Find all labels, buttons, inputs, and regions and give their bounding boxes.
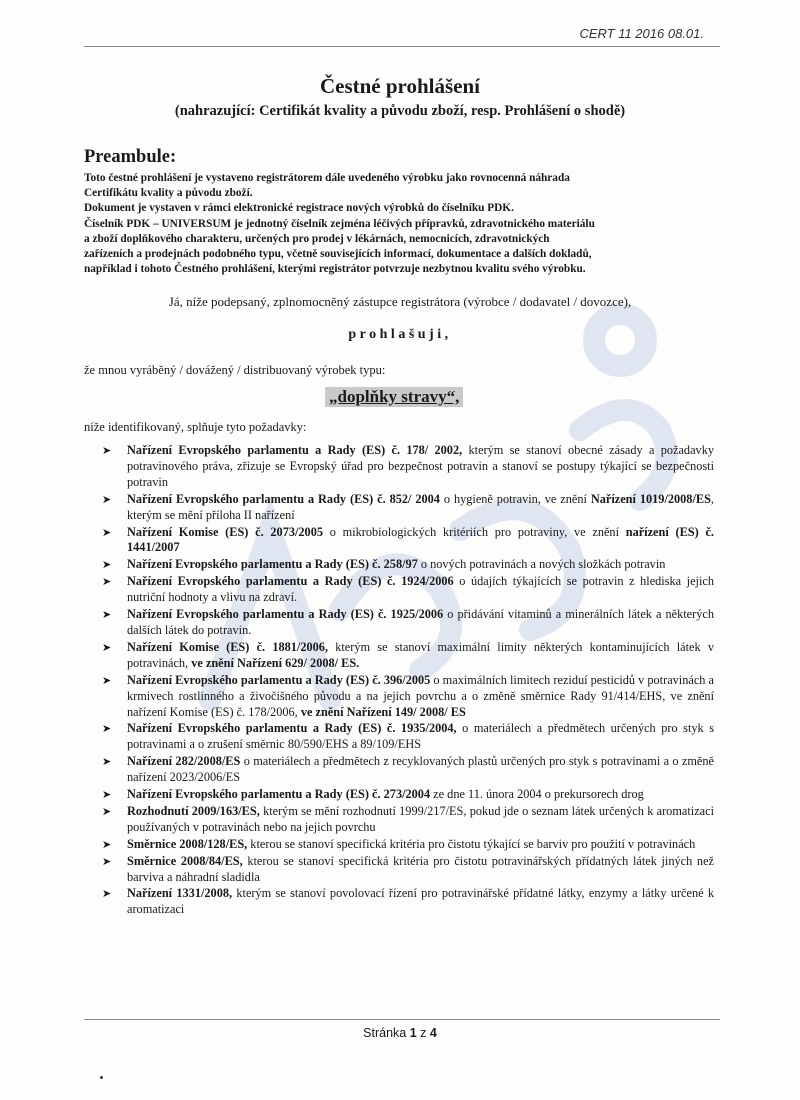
regulation-title: Nařízení Evropského parlamentu a Rady (ES) č. 396/2005 [127,672,431,687]
declaration-word: prohlašuji, [348,327,452,342]
regulation-title: Nařízení Evropského parlamentu a Rady (ES) č. 258/97 [127,557,418,572]
preamble-line: Číselník PDK – UNIVERSUM je jednotný číselník zejména léčivých přípravků, zdravotnického materiálu [84,217,595,230]
arrow-bullet-icon: ➤ [102,854,112,868]
regulation-description: kterým se mění rozhodnutí 1999/217/ES, pokud jde o seznam látek určených k aromatizaci používaných v potravinách nebo na jejich povrchu [127,803,714,834]
regulation-title: Nařízení 1331/2008, [127,886,233,901]
arrow-bullet-icon: ➤ [102,804,112,818]
regulation-description: o údajích týkajících se potravin z hlediska jejich nutriční hodnoty a vlivu na zdraví. [127,574,714,605]
arrow-bullet-icon: ➤ [102,640,112,654]
regulation-item [102,525,714,557]
regulation-item [102,837,714,853]
page-total: 4 [429,1026,437,1040]
preamble-line: Certifikátu kvality a původu zboží. [84,187,253,200]
arrow-bullet-icon: ➤ [102,755,112,769]
arrow-bullet-icon: ➤ [102,575,112,589]
regulation-item [102,754,714,786]
regulation-description: o hygieně potravin, ve znění [439,491,591,506]
regulation-title: Nařízení 282/2008/ES [127,754,241,769]
declarant-intro: Já, níže podepsaný, zplnomocněný zástupce registrátora (výrobce / dodavatel / dovozce), [168,294,632,309]
preamble-line: Dokument je vystaven v rámci elektronické registrace nových výrobků do číselníku PDK. [84,202,514,215]
regulation-title: Nařízení Evropského parlamentu a Rady (ES) č. 178/ 2002, [127,443,463,457]
regulation-title: Nařízení Komise (ES) č. 1881/2006, [127,639,329,654]
regulation-description: o přidávání vitaminů a minerálních látek a některých dalších látek do potravin. [127,607,714,637]
regulation-description: o materiálech a předmětech z recyklovaných plastů určených pro styk s potravinami a o změně nařízení 2023/2006/ES [127,754,714,785]
regulation-item [102,787,714,803]
regulation-amendment: ve znění Nařízení 149/ 2008/ ES [300,704,466,719]
arrow-bullet-icon: ➤ [102,722,112,736]
regulation-item [102,721,714,753]
regulation-description: o maximálních limitech reziduí pesticidů v potravinách a krmivech rostlinného a živočišného původu a na jejich povrchu a o změně směrnice Rady 91/414/EHS, ve znění nařízení Komise (ES) č. 178/2006, [127,672,714,719]
page-number: 1 [409,1026,417,1040]
regulation-amendment: ve znění Nařízení 629/ 2008/ ES. [191,655,360,670]
footer-mid: z [416,1026,430,1040]
regulation-title: Nařízení Evropského parlamentu a Rady (ES) č. 1935/2004, [127,721,457,736]
arrow-bullet-icon: ➤ [102,673,112,687]
regulation-title: Nařízení Evropského parlamentu a Rady (ES) č. 1924/2006 [127,574,454,589]
regulation-description-end: , kterým se mění příloha II nařízení [127,491,714,522]
regulation-description: kterou se stanoví specifická kritéria pro čistotu týkající se barviv pro použití v potravinách [247,836,696,851]
footer-divider [84,1019,720,1020]
regulation-item [102,607,714,639]
regulation-title: Rozhodnutí 2009/163/ES, [127,803,260,818]
regulation-item [102,640,714,672]
regulation-title: Směrnice 2008/128/ES, [127,836,248,851]
regulation-amendment: Nařízení 1019/2008/ES [590,491,711,506]
footer-prefix: Stránka [363,1026,410,1040]
regulation-item [102,854,714,886]
regulation-description: ze dne 11. února 2004 o prekursorech drog [430,787,644,802]
preamble-line: zařízeních a prodejnách podobného typu, včetně souvisejících informací, dokumentace a dalších dokladů, [84,248,592,261]
regulation-item [102,557,714,573]
document-subtitle: (nahrazující: Certifikát kvality a původu zboží, resp. Prohlášení o shodě) [174,103,626,119]
header-divider [84,46,720,47]
preamble-line: Toto čestné prohlášení je vystaveno registrátorem dále uvedeného výrobku jako rovnocenná náhrada [84,172,570,184]
product-type-highlight: „doplňky stravy“, [325,387,463,407]
arrow-bullet-icon: ➤ [102,558,112,572]
regulation-description: o materiálech a předmětech určených pro styk s potravinami a o zrušení směrnic 80/590/EHS a 89/109/EHS [127,721,714,752]
arrow-bullet-icon: ➤ [102,444,112,457]
regulation-item [102,492,714,524]
document-reference: CERT 11 2016 08.01. [579,26,704,41]
product-line: že mnou vyráběný / dovážený / distribuovaný výrobek typu: [84,363,386,377]
scan-speck [100,1076,103,1079]
arrow-bullet-icon: ➤ [102,887,112,901]
regulation-description: kterým se stanoví povolovací řízení pro potravinářské přídatné látky, enzymy a látky určené k aromatizaci [127,886,715,917]
regulation-description: kterým se stanoví maximální limity některých kontaminujících látek v potravinách, [127,639,714,670]
regulation-amendment: nařízení (ES) č. 1441/2007 [127,524,715,555]
regulation-item [102,574,714,606]
regulation-description: o nových potravinách a nových složkách potravin [417,557,666,572]
regulation-title: Nařízení Evropského parlamentu a Rady (ES) č. 1925/2006 [127,607,444,622]
regulation-title: Nařízení Komise (ES) č. 2073/2005 [127,524,324,539]
regulation-title: Směrnice 2008/84/ES, [127,853,243,868]
regulation-description: kterou se stanoví specifická kritéria pro čistotu potravinářských přídatných látek jiných než barviva a náhradní sladidla [127,853,714,884]
regulation-title: Nařízení Evropského parlamentu a Rady (ES) č. 273/2004 [127,787,431,802]
regulation-description: o mikrobiologických kritériích pro potraviny, ve znění [323,524,626,539]
arrow-bullet-icon: ➤ [102,608,112,622]
preamble-line: například i tohoto Čestného prohlášení, kterými registrátor potvrzuje nezbytnou kvalitu svého výrobku. [84,263,586,276]
document-title: Čestné prohlášení [319,74,481,98]
page-footer [0,1026,800,1040]
preamble-text [84,171,724,277]
regulation-item [102,443,714,491]
regulation-item [102,804,714,836]
regulation-description: kterým se stanoví obecné zásady a požadavky potravinového práva, zřizuje se Evropský úřad pro bezpečnost potravin a stanoví se postupy týkající se bezpečnosti potravin [127,443,714,489]
arrow-bullet-icon: ➤ [102,837,112,851]
regulation-title: Nařízení Evropského parlamentu a Rady (ES) č. 852/ 2004 [127,491,440,506]
preamble-heading: Preambule: [84,147,177,167]
regulation-list [102,443,714,919]
arrow-bullet-icon: ➤ [102,492,112,506]
arrow-bullet-icon: ➤ [102,525,112,539]
preamble-line: a zboží doplňkového charakteru, určených pro prodej v lékárnách, nemocnicích, zdravotnických [84,232,550,245]
arrow-bullet-icon: ➤ [102,788,112,802]
regulation-item [102,673,714,721]
regulation-item [102,886,714,918]
requirements-intro: níže identifikovaný, splňuje tyto požadavky: [84,420,307,434]
